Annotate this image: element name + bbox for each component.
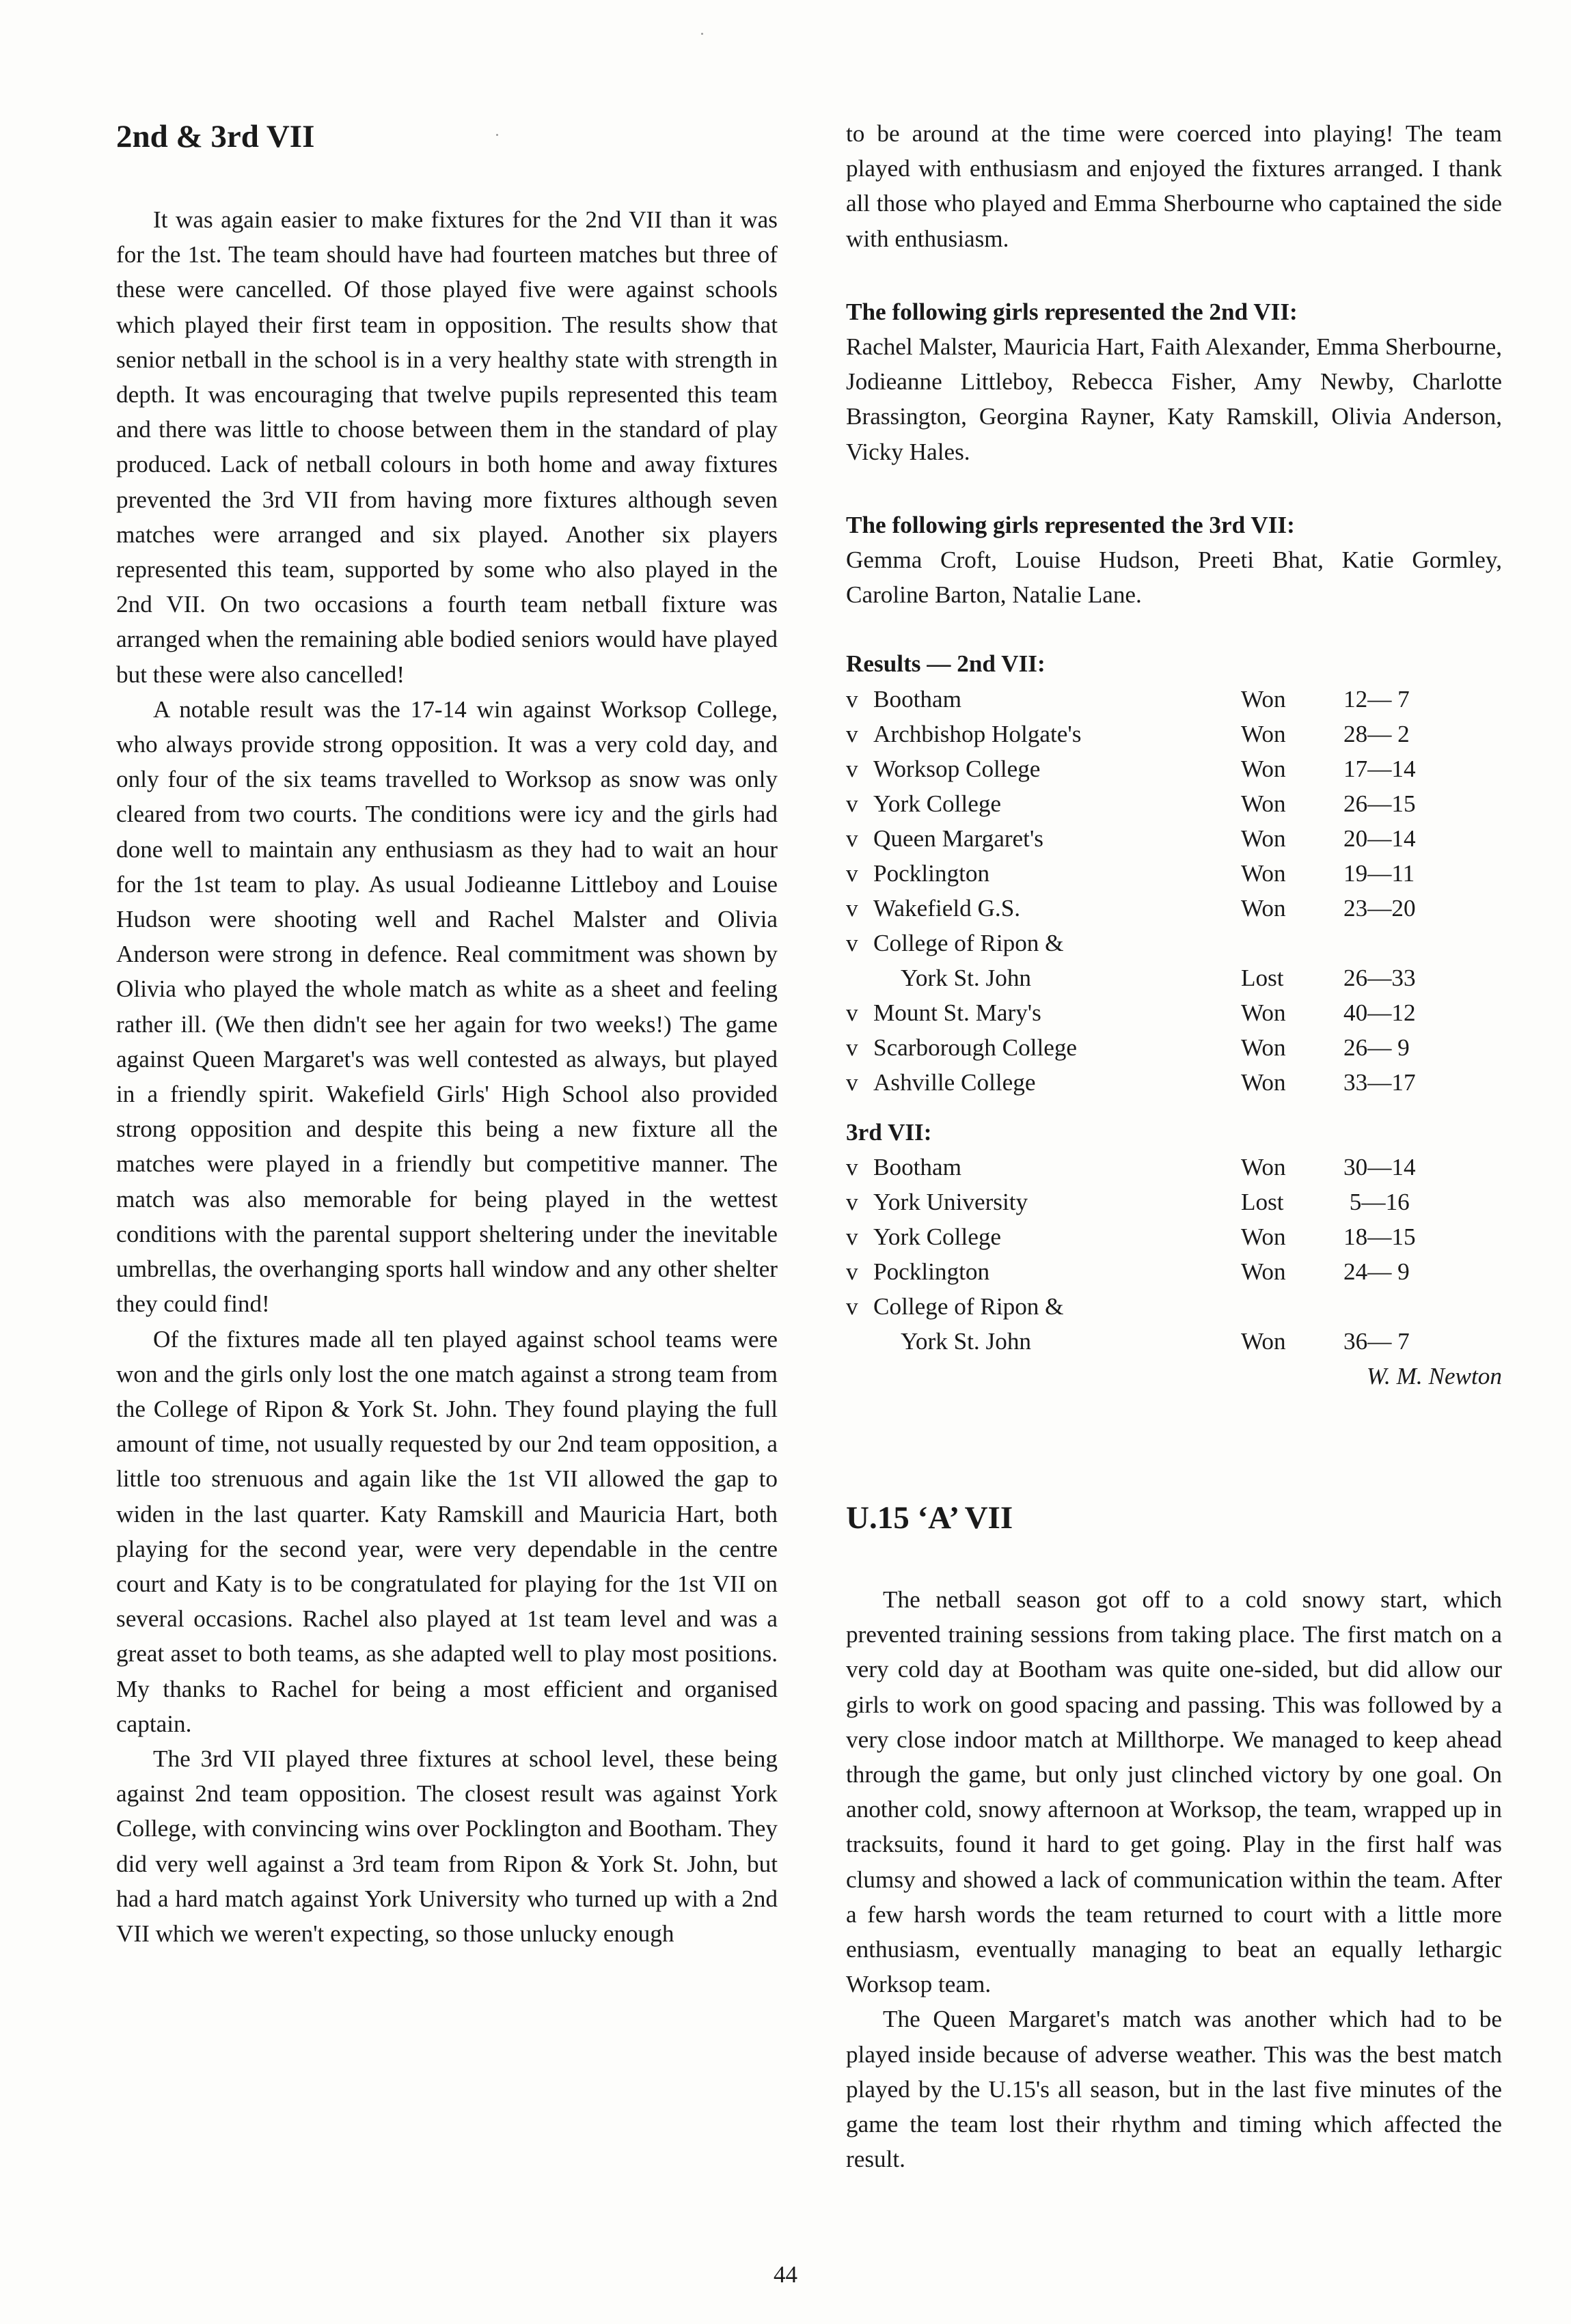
result-opponent: York University bbox=[873, 1188, 1028, 1215]
result-opponent: Bootham bbox=[873, 685, 962, 713]
result-outcome: Lost bbox=[1241, 964, 1284, 991]
results-2nd-title: Results — 2nd VII: bbox=[846, 650, 1046, 678]
results-3rd-title: 3rd VII: bbox=[846, 1118, 932, 1146]
result-outcome: Lost bbox=[1241, 1188, 1284, 1215]
result-score: 18—15 bbox=[1343, 1223, 1416, 1250]
result-score: 26—33 bbox=[1343, 964, 1416, 991]
result-opponent: Pocklington bbox=[873, 1258, 990, 1285]
result-outcome: Won bbox=[1241, 894, 1286, 922]
result-opponent: York College bbox=[873, 790, 1002, 817]
result-v: v bbox=[846, 1292, 858, 1320]
result-opponent: Bootham bbox=[873, 1153, 962, 1180]
result-row bbox=[846, 1030, 1466, 1065]
result-v: v bbox=[846, 1258, 858, 1285]
result-score: 19—11 bbox=[1343, 859, 1415, 887]
page-number: 44 bbox=[774, 2261, 797, 2288]
result-row bbox=[846, 960, 1466, 995]
result-row bbox=[846, 1219, 1466, 1254]
result-opponent: Pocklington bbox=[873, 859, 990, 887]
result-row bbox=[846, 995, 1466, 1030]
results-2nd-table bbox=[846, 682, 1466, 1100]
second-vii-roster: Rachel Malster, Mauricia Hart, Faith Alexander, Emma Sherbourne, Jodieanne Littleboy, Rebecca Fisher, Amy Newby, Charlotte Brassington, Georgina Rayner, Katy Ramskill, Olivia Anderson, Vicky Hales. bbox=[846, 333, 1502, 465]
results-3rd-table bbox=[846, 1150, 1466, 1359]
result-outcome bbox=[1241, 926, 1343, 960]
paragraph: A notable result was the 17-14 win against Worksop College, who always provide strong opposition. It was a very cold day, and only four of the six teams travelled to Worksop as snow was only cleared from two courts. The conditions were icy and the girls had done well to maintain any enthusiasm as they had to wait an hour for the 1st team to play. As usual Jodieanne Littleboy and Louise Hudson were shooting well and Rachel Malster and Olivia Anderson were strong in defence. Real commitment was shown by Olivia who played the whole match as white as a sheet and feeling rather ill. (We then didn't see her again for two weeks!) The game against Queen Margaret's was well contested as always, but played in a friendly spirit. Wakefield Girls' High School also provided strong opposition and despite this being a new fixture all the matches were played in a friendly but competitive manner. The match was also memorable for being played in the wettest conditions with the parental support sheltering under the inevitable umbrellas, the overhanging sports hall window and any other shelter they could find! bbox=[116, 695, 778, 1318]
result-score: 20—14 bbox=[1343, 825, 1416, 852]
third-vii-roster-heading: The following girls represented the 3rd VII: bbox=[846, 511, 1295, 538]
result-row bbox=[846, 786, 1466, 821]
result-outcome: Won bbox=[1241, 755, 1286, 782]
result-row bbox=[846, 926, 1466, 960]
paragraph: The netball season got off to a cold snowy start, which prevented training sessions from taking place. The first match on a very cold day at Bootham was quite one-sided, but did allow our girls to work on good spacing and passing. This was followed by a very close indoor match at Millthorpe. We managed to keep ahead through the game, but only just clinched victory by one goal. On another cold, snowy afternoon at Worksop, the team, wrapped up in tracksuits, found it hard to get going. Play in the first half was clumsy and showed a lack of communication within the team. After a few harsh words the team returned to court with a little more enthusiasm, eventually managing to beat an equally lethargic Worksop team. bbox=[846, 1586, 1502, 1998]
result-score: 5—16 bbox=[1343, 1188, 1410, 1215]
result-row bbox=[846, 682, 1466, 717]
result-score: 26— 9 bbox=[1343, 1034, 1410, 1061]
second-vii-roster-heading: The following girls represented the 2nd VII: bbox=[846, 298, 1298, 325]
result-row bbox=[846, 751, 1466, 786]
result-outcome: Won bbox=[1241, 1068, 1286, 1096]
signature: W. M. Newton bbox=[1366, 1362, 1502, 1389]
result-row bbox=[846, 1185, 1466, 1219]
result-score: 33—17 bbox=[1343, 1068, 1416, 1096]
result-score bbox=[1343, 926, 1466, 960]
result-opponent: Worksop College bbox=[873, 755, 1041, 782]
section-heading-u15: U.15 ‘A’ VII bbox=[846, 1500, 1013, 1536]
result-v: v bbox=[846, 929, 858, 956]
result-v: v bbox=[846, 790, 858, 817]
result-row bbox=[846, 856, 1466, 891]
result-outcome: Won bbox=[1241, 999, 1286, 1026]
result-opponent: Mount St. Mary's bbox=[873, 999, 1041, 1026]
result-opponent: College of Ripon & bbox=[873, 929, 1064, 956]
result-outcome: Won bbox=[1241, 1153, 1286, 1180]
section-heading-2nd-3rd-vii: 2nd & 3rd VII bbox=[116, 119, 315, 154]
paragraph: The 3rd VII played three fixtures at school level, these being against 2nd team opposition. The closest result was against York College, with convincing wins over Pocklington and Bootham. They did very well against a 3rd team from Ripon & York St. John, but had a hard match against York University who turned up with a 2nd VII which we weren't expecting, so those unlucky enough bbox=[116, 1745, 778, 1947]
result-v: v bbox=[846, 1068, 858, 1096]
result-opponent: Wakefield G.S. bbox=[873, 894, 1021, 922]
result-score: 26—15 bbox=[1343, 790, 1416, 817]
result-score: 40—12 bbox=[1343, 999, 1416, 1026]
result-outcome bbox=[1241, 1289, 1343, 1324]
result-v: v bbox=[846, 999, 858, 1026]
result-outcome: Won bbox=[1241, 685, 1286, 713]
paragraph: Of the fixtures made all ten played against school teams were won and the girls only lost the one match against a strong team from the College of Ripon & York St. John. They found playing the full amount of time, not usually requested by our 2nd team opposition, a little too strenuous and again like the 1st VII allowed the gap to widen in the last quarter. Katy Ramskill and Mauricia Hart, both playing for the second year, were very dependable in the centre court and Katy is to be congratulated for playing for the 1st VII on several occasions. Rachel also played at 1st team level and was a great asset to both teams, as she adapted well to play most positions. My thanks to Rachel for being a most efficient and organised captain. bbox=[116, 1325, 778, 1737]
result-v: v bbox=[846, 720, 858, 747]
result-opponent: Archbishop Holgate's bbox=[873, 720, 1082, 747]
result-outcome: Won bbox=[1241, 859, 1286, 887]
result-v: v bbox=[846, 1223, 858, 1250]
result-v: v bbox=[846, 825, 858, 852]
result-v bbox=[846, 1324, 873, 1359]
result-score: 30—14 bbox=[1343, 1153, 1416, 1180]
result-outcome: Won bbox=[1241, 825, 1286, 852]
right-column bbox=[846, 102, 1502, 2177]
result-score: 28— 2 bbox=[1343, 720, 1410, 747]
result-row bbox=[846, 717, 1466, 751]
result-v: v bbox=[846, 1034, 858, 1061]
third-vii-roster: Gemma Croft, Louise Hudson, Preeti Bhat, Katie Gormley, Caroline Barton, Natalie Lane. bbox=[846, 547, 1502, 609]
result-outcome: Won bbox=[1241, 790, 1286, 817]
result-v: v bbox=[846, 859, 858, 887]
result-row bbox=[846, 1065, 1466, 1100]
result-v: v bbox=[846, 685, 858, 713]
result-row bbox=[846, 891, 1466, 926]
result-outcome: Won bbox=[1241, 1258, 1286, 1285]
result-outcome: Won bbox=[1241, 1034, 1286, 1061]
result-opponent: York St. John bbox=[901, 1327, 1032, 1355]
result-v: v bbox=[846, 894, 858, 922]
left-column bbox=[116, 102, 778, 1951]
result-score bbox=[1343, 1289, 1466, 1324]
result-outcome: Won bbox=[1241, 720, 1286, 747]
continuation-paragraph: to be around at the time were coerced into playing! The team played with enthusiasm and enjoyed the fixtures arranged. I thank all those who played and Emma Sherbourne who captained the side with enthusiasm. bbox=[846, 120, 1502, 252]
result-outcome: Won bbox=[1241, 1223, 1286, 1250]
result-opponent: York College bbox=[873, 1223, 1002, 1250]
paragraph: It was again easier to make fixtures for the 2nd VII than it was for the 1st. The team should have had fourteen matches but three of these were cancelled. Of those played five were against schools which played their first team in opposition. The results show that senior netball in the school is in a very healthy state with strength in depth. It was encouraging that twelve pupils represented this team and there was little to choose between them in the standard of play produced. Lack of netball colours in both home and away fixtures prevented the 3rd VII from having more fixtures although seven matches were arranged and six played. Another six players represented this team, supported by some who also played in the 2nd VII. On two occasions a fourth team netball fixture was arranged when the remaining able bodied seniors would have played but these were also cancelled! bbox=[116, 206, 778, 688]
result-v bbox=[846, 960, 873, 995]
result-score: 23—20 bbox=[1343, 894, 1416, 922]
result-row bbox=[846, 1324, 1466, 1359]
result-opponent: Queen Margaret's bbox=[873, 825, 1043, 852]
result-opponent: College of Ripon & bbox=[873, 1292, 1064, 1320]
scan-dot bbox=[701, 33, 703, 35]
result-row bbox=[846, 821, 1466, 856]
result-row bbox=[846, 1254, 1466, 1289]
result-score: 36— 7 bbox=[1343, 1327, 1410, 1355]
paragraph: The Queen Margaret's match was another which had to be played inside because of adverse weather. This was the best match played by the U.15's all season, but in the last five minutes of the game the team lost their rhythm and timing which affected the result. bbox=[846, 2006, 1502, 2173]
result-v: v bbox=[846, 1188, 858, 1215]
result-v: v bbox=[846, 1153, 858, 1180]
result-opponent: Ashville College bbox=[873, 1068, 1036, 1096]
result-score: 12— 7 bbox=[1343, 685, 1410, 713]
result-score: 24— 9 bbox=[1343, 1258, 1410, 1285]
result-opponent: Scarborough College bbox=[873, 1034, 1078, 1061]
result-v: v bbox=[846, 755, 858, 782]
result-row bbox=[846, 1289, 1466, 1324]
result-outcome: Won bbox=[1241, 1327, 1286, 1355]
result-score: 17—14 bbox=[1343, 755, 1416, 782]
result-row bbox=[846, 1150, 1466, 1185]
result-opponent: York St. John bbox=[901, 964, 1032, 991]
